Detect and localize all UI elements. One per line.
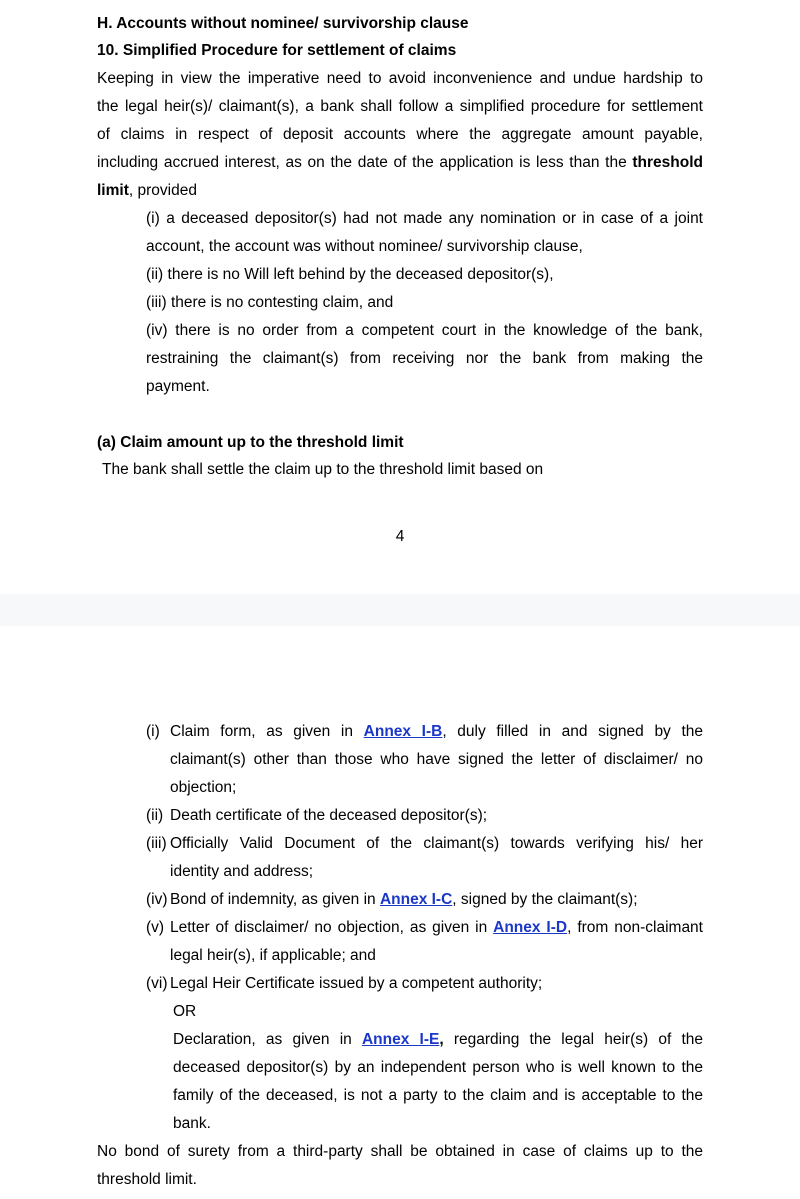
list-item-number: (i) bbox=[146, 723, 160, 740]
list-item-cont: legal heir(s), if applicable; and bbox=[170, 947, 376, 964]
condition-iv-cont: payment. bbox=[146, 378, 210, 395]
page-number: 4 bbox=[395, 528, 405, 545]
list-item-number: (v) bbox=[146, 919, 165, 936]
declaration-line: Declaration, as given in Annex I-E, regarding the legal heir(s) of the bbox=[173, 1031, 703, 1048]
closing-paragraph: No bond of surety from a third-party shall be obtained in case of claims up to the bbox=[97, 1143, 703, 1160]
subsection-heading: 10. Simplified Procedure for settlement of claims bbox=[97, 42, 457, 59]
claim-intro: The bank shall settle the claim up to the threshold limit based on bbox=[102, 461, 544, 478]
intro-line: of claims in respect of deposit accounts where the aggregate amount payable, bbox=[97, 126, 703, 143]
list-item-number: (vi) bbox=[146, 975, 168, 992]
list-item: Bond of indemnity, as given in Annex I-C, signed by the claimant(s); bbox=[170, 891, 638, 908]
annex-i-e-link[interactable]: Annex I-E bbox=[361, 1031, 440, 1048]
document-page-4 bbox=[0, 0, 800, 594]
condition-ii: (ii) there is no Will left behind by the deceased depositor(s), bbox=[146, 266, 554, 283]
condition-iv: (iv) there is no order from a competent court in the knowledge of the bank, bbox=[146, 322, 703, 339]
claim-heading: (a) Claim amount up to the threshold limit bbox=[97, 434, 404, 451]
condition-i-cont: account, the account was without nominee/ survivorship clause, bbox=[146, 238, 583, 255]
list-item-cont: identity and address; bbox=[170, 863, 314, 880]
intro-line: including accrued interest, as on the date of the application is less than the threshold bbox=[97, 154, 703, 171]
intro-line: the legal heir(s)/ claimant(s), a bank shall follow a simplified procedure for settlement bbox=[97, 98, 703, 115]
list-item: Legal Heir Certificate issued by a competent authority; bbox=[170, 975, 543, 992]
declaration-line: bank. bbox=[173, 1115, 211, 1132]
list-item-number: (iii) bbox=[146, 835, 167, 852]
list-item: Officially Valid Document of the claimant(s) towards verifying his/ her bbox=[170, 835, 703, 852]
condition-iv-cont: restraining the claimant(s) from receiving nor the bank from making the bbox=[146, 350, 703, 367]
document-page-5 bbox=[0, 626, 800, 1199]
annex-i-d-link[interactable]: Annex I-D bbox=[493, 919, 568, 936]
declaration-line: deceased depositor(s) by an independent person who is well known to the bbox=[173, 1059, 703, 1076]
list-item-number: (iv) bbox=[146, 891, 168, 908]
list-item-cont: claimant(s) other than those who have signed the letter of disclaimer/ no bbox=[170, 751, 703, 768]
condition-i: (i) a deceased depositor(s) had not made any nomination or in case of a joint bbox=[146, 210, 703, 227]
intro-line: Keeping in view the imperative need to avoid inconvenience and undue hardship to bbox=[97, 70, 703, 87]
list-item-number: (ii) bbox=[146, 807, 164, 824]
section-heading: H. Accounts without nominee/ survivorship clause bbox=[97, 15, 469, 32]
list-item: Claim form, as given in Annex I-B, duly filled in and signed by the bbox=[170, 723, 704, 740]
or-label: OR bbox=[173, 1003, 197, 1020]
intro-line: limit, provided bbox=[97, 182, 197, 199]
annex-i-b-link[interactable]: Annex I-B bbox=[363, 723, 443, 740]
condition-iii: (iii) there is no contesting claim, and bbox=[146, 294, 394, 311]
list-item: Death certificate of the deceased depositor(s); bbox=[170, 807, 488, 824]
declaration-line: family of the deceased, is not a party to the claim and is acceptable to the bbox=[173, 1087, 703, 1104]
list-item-cont: objection; bbox=[170, 779, 237, 796]
closing-paragraph-cont: threshold limit. bbox=[97, 1171, 197, 1188]
list-item: Letter of disclaimer/ no objection, as given in Annex I-D, from non-claimant bbox=[170, 919, 703, 936]
annex-i-c-link[interactable]: Annex I-C bbox=[379, 891, 453, 908]
